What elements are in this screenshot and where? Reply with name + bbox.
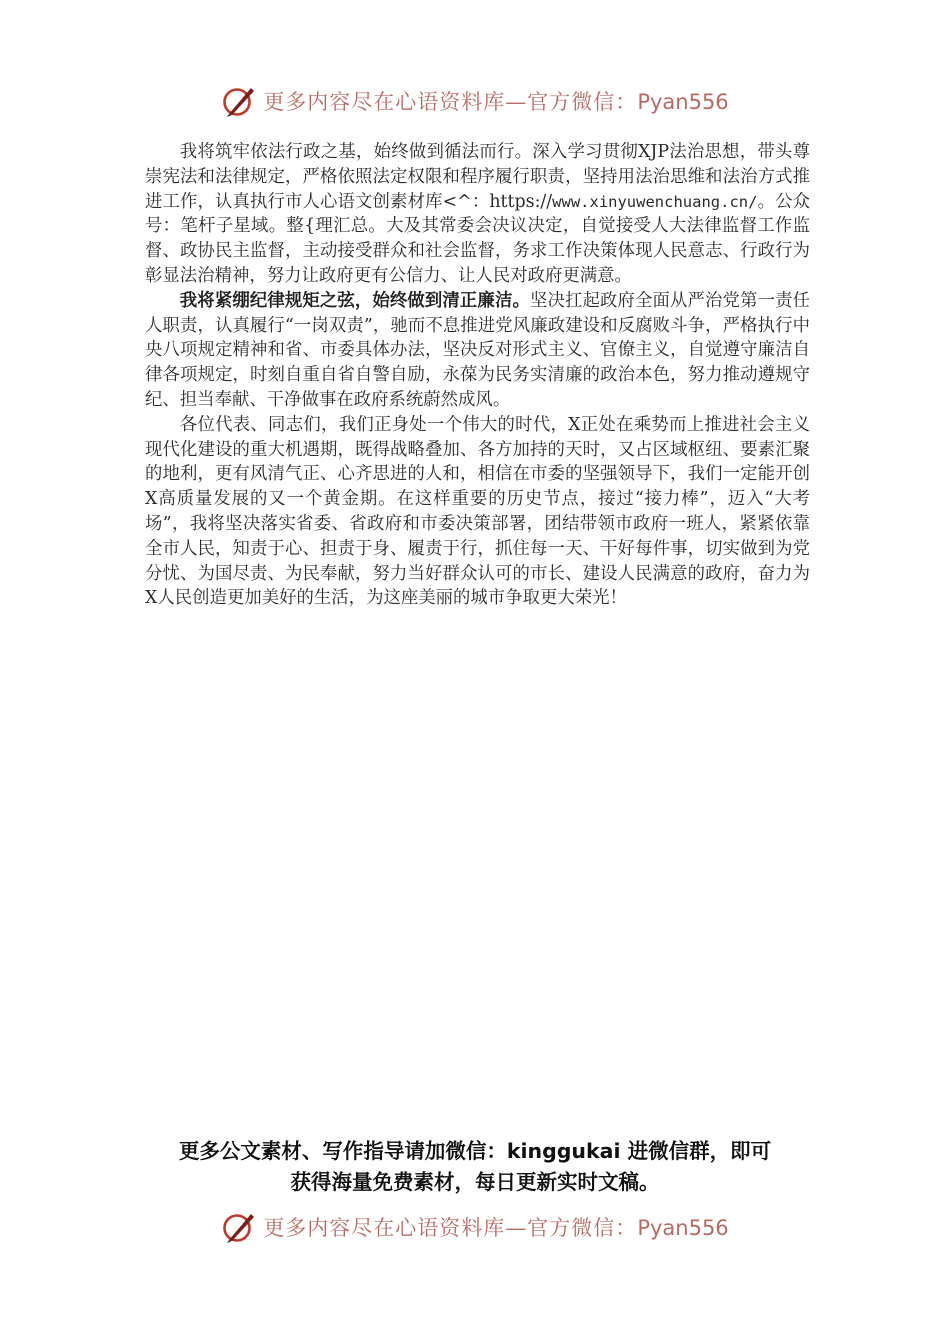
paragraph-3 [145, 413, 810, 611]
pen-logo-icon [221, 84, 255, 118]
paragraph-1-url: www.xinyuwenchuang.cn/ [552, 192, 758, 211]
paragraph-1 [145, 140, 810, 289]
footer-note [130, 1136, 820, 1198]
paragraph-1-text-b: 。公众号：笔杆子星域。整{理汇总。大及其常委会决议决定，自觉接受人大法律监督工作监督、政协民主监督，主动接受群众和社会监督，务求工作决策体现人民意志、行政行为彰显法治精神，努力让政府更有公信力、让人民对政府更满意。 [145, 191, 810, 286]
footer-banner-text: 更多内容尽在心语资料库—官方微信： [263, 1216, 638, 1240]
footer-note-line-2: 获得海量免费素材，每日更新实时文稿。 [290, 1170, 660, 1194]
footer-banner-wechat: Pyan556 [637, 1216, 729, 1240]
header-banner-wechat: Pyan556 [637, 90, 729, 114]
paragraph-3-text: 各位代表、同志们，我们正身处一个伟大的时代，X正处在乘势而上推进社会主义现代化建设的重大机遇期，既得战略叠加、各方加持的天时，又占区域枢纽、要素汇聚的地利，更有风清气正、心齐思进的人和，相信在市委的坚强领导下，我们一定能开创X高质量发展的又一个黄金期。在这样重要的历史节点，接过“接力棒”，迈入“大考场”，我将坚决落实省委、省政府和市委决策部署，团结带领市政府一班人，紧紧依靠全市人民，知责于心、担责于身、履责于行，抓住每一天、干好每件事，切实做到为党分忧、为国尽责、为民奉献，努力当好群众认可的市长、建设人民满意的政府，奋力为X人民创造更加美好的生活，为这座美丽的城市争取更大荣光！ [145, 414, 810, 609]
paragraph-2-text: 坚决扛起政府全面从严治党第一责任人职责，认真履行“一岗双责”，驰而不息推进党风廉政建设和反腐败斗争，严格执行中央八项规定精神和省、市委具体办法，坚决反对形式主义、官僚主义，自觉遵守廉洁自律各项规定，时刻自重自省自警自励，永葆为民务实清廉的政治本色，努力推动遵规守纪、担当奉献、干净做事在政府系统蔚然成风。 [145, 290, 810, 410]
paragraph-2-lead: 我将紧绷纪律规矩之弦，始终做到清正廉洁。 [179, 290, 530, 311]
footer-banner [0, 1210, 950, 1244]
footer-note-line-1: 更多公文素材、写作指导请加微信：kinggukai 进微信群，即可 [178, 1139, 772, 1163]
pen-logo-icon [221, 1210, 255, 1244]
header-banner-text: 更多内容尽在心语资料库—官方微信： [263, 90, 638, 114]
paragraph-2 [145, 289, 810, 413]
header-banner [0, 84, 950, 118]
paragraph-1-text-a: 我将筑牢依法行政之基，始终做到循法而行。深入学习贯彻XJP法治思想，带头尊崇宪法和法律规定，严格依照法定权限和程序履行职责，坚持用法治思维和法治方式推进工作，认真执行市人心语文创素材库<^：https:// [145, 142, 810, 212]
document-body [145, 140, 810, 611]
